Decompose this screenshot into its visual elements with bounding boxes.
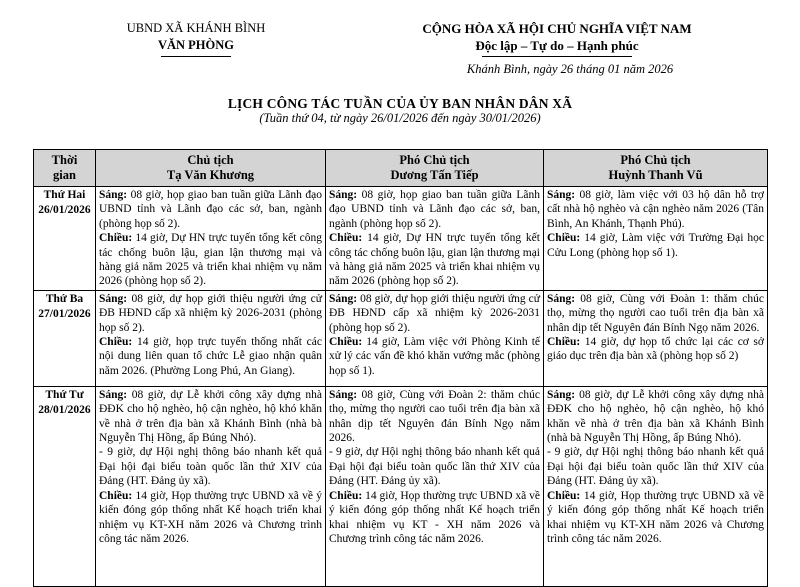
header-left-underline — [161, 56, 231, 57]
entry-label: Sáng: — [99, 189, 128, 201]
entry-label: Sáng: — [547, 292, 576, 305]
schedule-cell — [96, 187, 326, 291]
schedule-cell — [326, 187, 544, 291]
schedule-entry — [99, 489, 322, 547]
schedule-cell — [544, 290, 768, 386]
schedule-cell — [96, 290, 326, 386]
entry-text: 08 giờ, họp giao ban tuần giữa Lãnh đạo UBND tỉnh và Lãnh đạo các sở, ban, ngành (phòng họp số 2). — [99, 189, 322, 230]
schedule-cell — [544, 187, 768, 291]
entry-label: Sáng: — [547, 388, 576, 401]
table-row — [34, 290, 768, 386]
schedule-entry — [329, 292, 540, 335]
entry-text: 08 giờ, dự Lễ khởi công xây dựng nhà ĐĐK cho hộ nghèo, hộ cận nghèo, hộ khó khăn về nhà ở trên địa bàn xã Khánh Bình (nhà bà Nguyễn Thị Hồng, ấp Búng Nhỏ). — [547, 388, 764, 445]
entry-label: Sáng: — [329, 388, 358, 401]
schedule-cell — [544, 386, 768, 586]
schedule-entry — [547, 188, 764, 231]
entry-text: 14 giờ, Họp thường trực UBND xã về ý kiến đóng góp thống nhất Kế hoạch triển khai nhiệm vụ KT - XH năm 2026 và Chương trình công tác năm 2026. — [329, 489, 540, 545]
entry-label: Chiều: — [329, 232, 363, 245]
schedule-entry — [329, 445, 540, 488]
schedule-entry — [329, 335, 540, 378]
entry-label: Sáng: — [329, 292, 358, 305]
schedule-entry — [329, 489, 540, 547]
header-left — [96, 20, 296, 57]
entry-text: 14 giờ, Làm việc với Phòng Kinh tế xử lý các vấn đề khó khăn vướng mắc (phòng họp số 1). — [329, 336, 540, 377]
org-name: UBND XÃ KHÁNH BÌNH — [126, 21, 266, 35]
day-date: 27/01/2026 — [38, 307, 91, 320]
entry-text: 14 giờ, Dự HN trực tuyến tổng kết công tác chống buôn lậu, gian lận thương mại và hàng giả năm 2025 và triển khai nhiệm vụ năm 2026 (phòng họp số 2). — [329, 232, 540, 288]
motto: Độc lập – Tự do – Hạnh phúc — [475, 38, 639, 53]
table-header-row — [34, 150, 768, 187]
entry-label: Chiều: — [329, 336, 363, 349]
schedule-entry — [99, 188, 322, 231]
entry-text: - 9 giờ, dự Hội nghị thông báo nhanh kết quả Đại hội đại biểu toàn quốc lần thứ XIV của Đảng (HT. Đảng ủy xã). — [99, 446, 322, 488]
entry-text: 08 giờ, dự Lễ khởi công xây dựng nhà ĐĐK cho hộ nghèo, hộ cận nghèo, hộ khó khăn về nhà ở trên địa bàn xã Khánh Bình (nhà bà Nguyễn Thị Hồng, ấp Búng Nhỏ). — [99, 388, 322, 445]
entry-label: Chiều: — [547, 489, 581, 502]
entry-label: Sáng: — [547, 189, 576, 201]
day-name: Thứ Hai — [43, 189, 86, 201]
header-right-underline — [482, 56, 632, 57]
schedule-entry — [99, 388, 322, 446]
table-row — [34, 187, 768, 291]
page-subtitle: (Tuần thứ 04, từ ngày 26/01/2026 đến ngày 30/01/2026) — [259, 111, 541, 125]
entry-label: Sáng: — [99, 292, 128, 305]
schedule-entry — [547, 292, 764, 335]
header-vice-chairman-2: Phó Chủ tịch Huỳnh Thanh Vũ — [544, 150, 768, 187]
entry-text: 08 giờ, Cùng với Đoàn 1: thăm chúc thọ, mừng thọ người cao tuổi trên địa bàn xã nhân dịp tết Nguyên đán Bính Ngọ năm 2026. — [547, 292, 764, 334]
entry-text: 08 giờ, Cùng với Đoàn 2: thăm chúc thọ, mừng thọ người cao tuổi trên địa bàn xã nhân dịp tết Nguyên đán Bính Ngọ năm 2026. — [329, 388, 540, 445]
day-name: Thứ Ba — [45, 292, 84, 305]
entry-text: 14 giờ, Họp thường trực UBND xã về ý kiến đóng góp thống nhất Kế hoạch triển khai nhiệm vụ KT-XH năm 2026 và Chương trình công tác năm 2026. — [99, 489, 322, 545]
entry-label: Chiều: — [547, 232, 581, 245]
entry-text: 14 giờ, Làm việc với Trường Đại học Cửu Long (phòng họp số 1). — [547, 232, 764, 259]
page-title: LỊCH CÔNG TÁC TUẦN CỦA ỦY BAN NHÂN DÂN XÃ — [227, 96, 573, 111]
day-cell — [34, 386, 96, 586]
entry-text: 08 giờ, dự họp giới thiệu người ứng cử ĐB HĐND cấp xã nhiệm kỳ 2026-2031 (phòng họp số 2). — [329, 292, 540, 334]
entry-label: Sáng: — [99, 388, 128, 401]
entry-text: 14 giờ, Họp thường trực UBND xã về ý kiến đóng góp thống nhất Kế hoạch triển khai nhiệm vụ KT-XH năm 2026 và Chương trình công tác năm 2026. — [547, 489, 764, 545]
header-right — [392, 20, 722, 57]
entry-text: 14 giờ, Dự HN trực tuyến tổng kết công tác chống buôn lậu, gian lận thương mại và hàng giả năm 2025 và triển khai nhiệm vụ năm 2026 (phòng họp số 2). — [99, 232, 322, 288]
entry-text: 14 giờ, dự họp tổ chức lại các cơ sở giáo dục trên địa bàn xã (phòng họp số 2) — [547, 336, 764, 363]
day-date: 28/01/2026 — [38, 403, 91, 416]
entry-text: - 9 giờ, dự Hội nghị thông báo nhanh kết quả Đại hội đại biểu toàn quốc lần thứ XIV của Đảng (HT. Đảng ủy xã). — [547, 446, 764, 488]
day-name: Thứ Tư — [45, 388, 84, 401]
entry-label: Sáng: — [329, 189, 358, 201]
schedule-entry — [547, 445, 764, 488]
schedule-entry — [99, 445, 322, 488]
header-vice-chairman-1: Phó Chủ tịch Dương Tấn Tiếp — [326, 150, 544, 187]
entry-label: Chiều: — [329, 489, 363, 502]
entry-text: 08 giờ, họp giao ban tuần giữa Lãnh đạo UBND tỉnh và Lãnh đạo các sở, ban, ngành (phòng họp số 2). — [329, 189, 540, 230]
schedule-entry — [329, 388, 540, 446]
schedule-entry — [99, 231, 322, 289]
table-row — [34, 386, 768, 586]
schedule-cell — [326, 386, 544, 586]
header-time: Thời gian — [34, 150, 96, 187]
entry-text: 08 giờ, làm việc với 03 hộ dân hỗ trợ cất nhà hộ nghèo và cận nghèo năm 2026 (Tân Bình, An Khánh, Thạnh Phú). — [547, 189, 764, 230]
entry-label: Chiều: — [99, 232, 133, 245]
schedule-table — [33, 149, 768, 587]
schedule-entry — [547, 335, 764, 364]
day-cell — [34, 290, 96, 386]
nation-title: CỘNG HÒA XÃ HỘI CHỦ NGHĨA VIỆT NAM — [422, 21, 692, 36]
header-chairman: Chủ tịch Tạ Văn Khương — [96, 150, 326, 187]
entry-label: Chiều: — [99, 489, 133, 502]
schedule-entry — [547, 388, 764, 446]
date-line: Khánh Bình, ngày 26 tháng 01 năm 2026 — [466, 62, 674, 76]
entry-text: - 9 giờ, dự Hội nghị thông báo nhanh kết quả Đại hội đại biểu toàn quốc lần thứ XIV của Đảng (HT. Đảng ủy xã). — [329, 446, 540, 488]
entry-text: 08 giờ, dự họp giới thiệu người ứng cử ĐB HĐND cấp xã nhiệm kỳ 2026-2031 (phòng họp số 2). — [99, 292, 322, 334]
day-cell — [34, 187, 96, 291]
entry-text: 14 giờ, họp trực tuyến thống nhất các nội dung liên quan tổ chức Lễ giao nhận quân năm 2026. (Phường Long Phú, An Giang). — [99, 336, 322, 377]
entry-label: Chiều: — [99, 336, 133, 349]
schedule-entry — [99, 335, 322, 378]
schedule-entry — [329, 188, 540, 231]
unit-name: VĂN PHÒNG — [157, 38, 235, 52]
entry-label: Chiều: — [547, 336, 581, 349]
schedule-cell — [326, 290, 544, 386]
schedule-entry — [329, 231, 540, 289]
schedule-cell — [96, 386, 326, 586]
schedule-entry — [99, 292, 322, 335]
day-date: 26/01/2026 — [38, 204, 91, 216]
schedule-entry — [547, 231, 764, 260]
schedule-entry — [547, 489, 764, 547]
